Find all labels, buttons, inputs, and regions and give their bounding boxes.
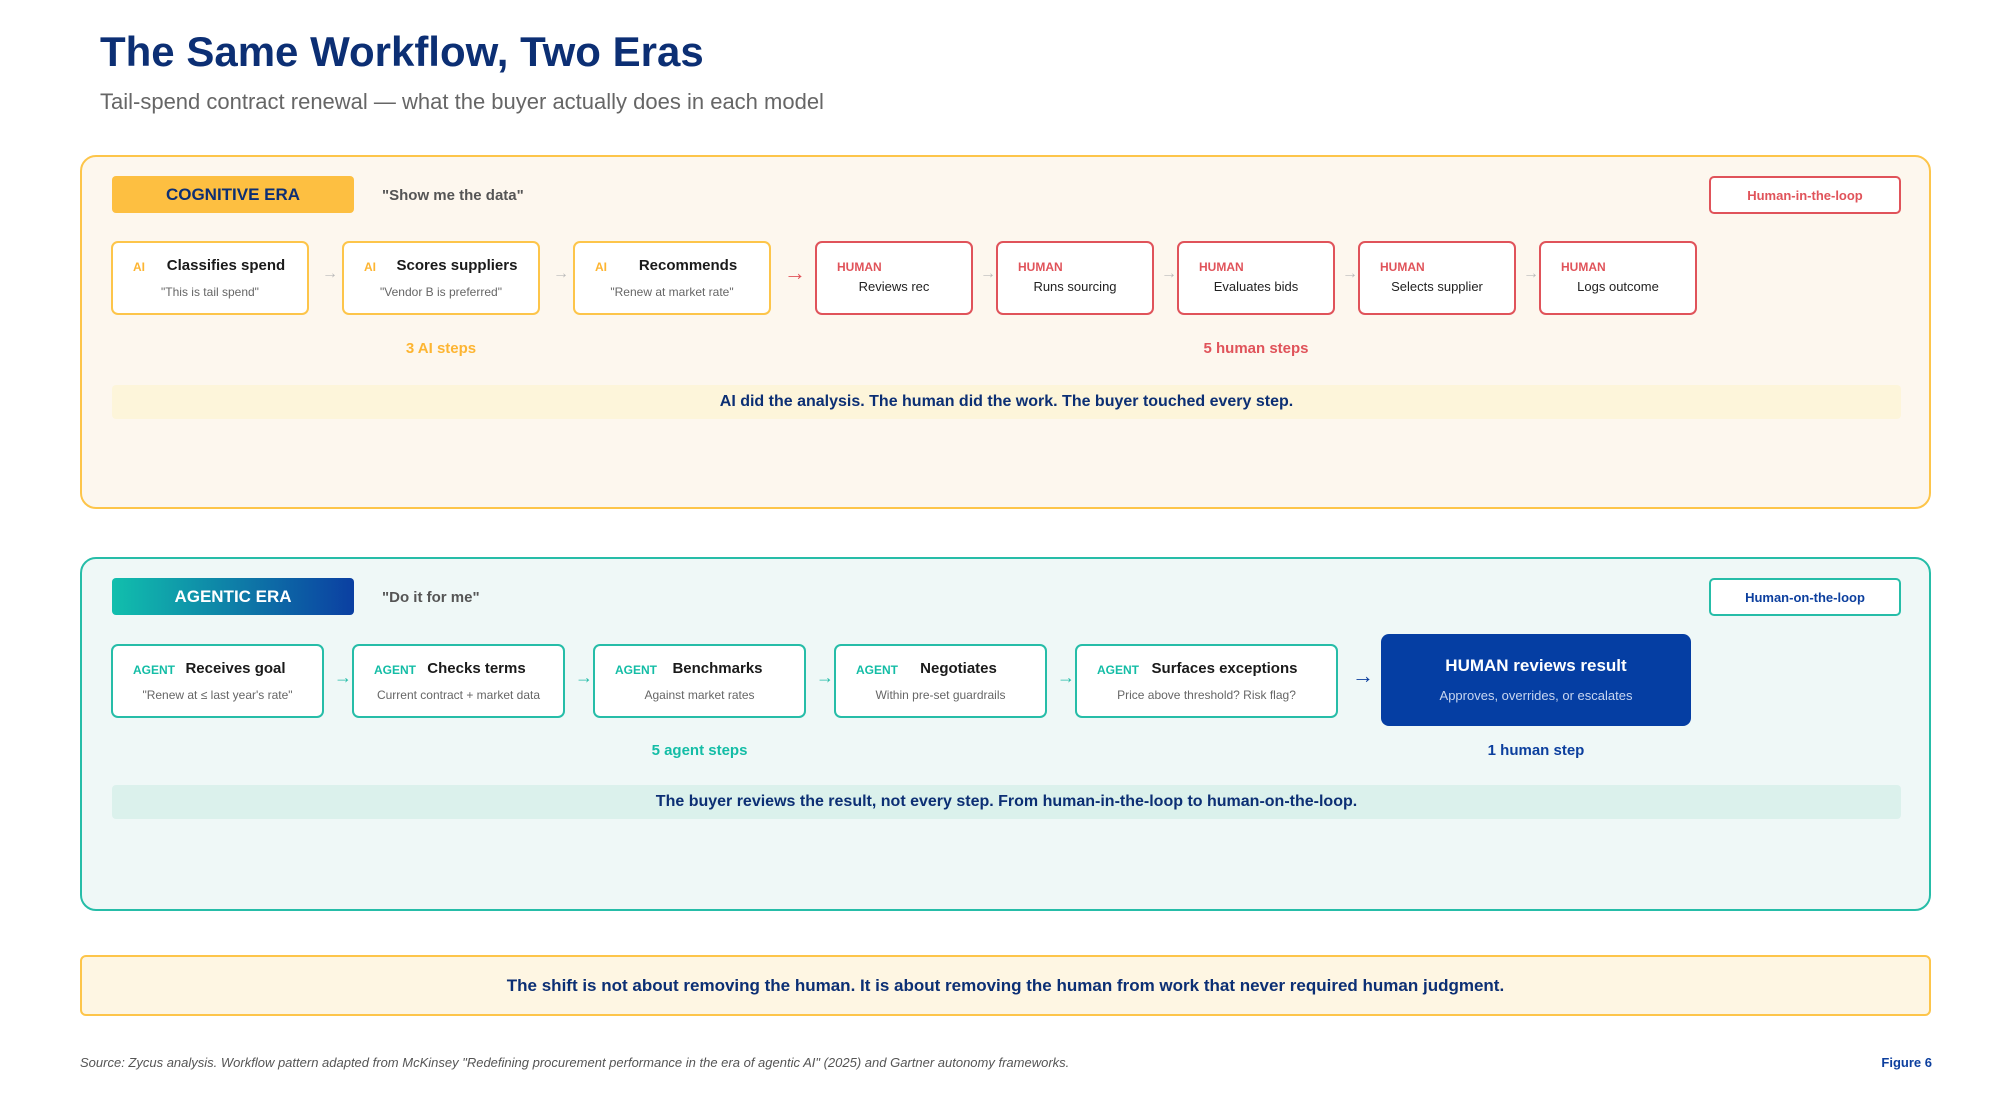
step-tag: AI — [133, 260, 145, 274]
step-tag: AGENT — [374, 663, 416, 677]
human-in-the-loop-tag: Human-in-the-loop — [1709, 176, 1901, 214]
step-surfaces-exceptions — [1075, 644, 1338, 718]
cognitive-era-quote: "Show me the data" — [382, 187, 524, 204]
human-step-count: 1 human step — [1487, 742, 1585, 759]
arrow-icon: → — [322, 265, 338, 282]
page-title: The Same Workflow, Two Eras — [100, 28, 704, 75]
step-evaluates-bids — [1177, 241, 1335, 315]
human-steps-count: 5 human steps — [1203, 340, 1309, 357]
step-detail: Price above threshold? Risk flag? — [1117, 688, 1296, 702]
step-receives-goal — [111, 644, 324, 718]
step-tag: HUMAN — [1380, 260, 1425, 274]
step-name: Scores suppliers — [396, 257, 518, 274]
cognitive-era-badge: COGNITIVE ERA — [112, 176, 354, 213]
step-name: Surfaces exceptions — [1151, 660, 1298, 677]
human-reviews-result-box — [1381, 634, 1691, 726]
step-classifies-spend — [111, 241, 309, 315]
step-detail: Within pre-set guardrails — [875, 688, 1006, 702]
step-name: Runs sourcing — [1033, 279, 1117, 294]
step-name: Negotiates — [920, 660, 997, 677]
step-name: Logs outcome — [1577, 279, 1659, 294]
arrow-icon: → — [816, 667, 834, 687]
arrow-icon: → — [334, 667, 352, 687]
step-runs-sourcing — [996, 241, 1154, 315]
step-tag: AI — [595, 260, 607, 274]
step-benchmarks — [593, 644, 806, 718]
step-scores-suppliers — [342, 241, 540, 315]
agentic-era-quote: "Do it for me" — [382, 589, 480, 606]
arrow-icon: → — [575, 667, 593, 687]
step-tag: AGENT — [856, 663, 898, 677]
step-detail: Current contract + market data — [376, 688, 541, 702]
arrow-icon: → — [1352, 663, 1374, 688]
step-negotiates — [834, 644, 1047, 718]
arrow-icon: → — [980, 265, 996, 282]
source-note: Source: Zycus analysis. Workflow pattern adapted from McKinsey "Redefining procurement performance in the era of agentic AI" (2025) and Gartner autonomy frameworks. — [80, 1055, 1070, 1070]
step-detail: "Renew at market rate" — [610, 285, 734, 299]
arrow-icon: → — [553, 265, 569, 282]
agentic-era-panel — [80, 557, 1931, 911]
cognitive-era-panel — [80, 155, 1931, 509]
step-tag: HUMAN — [1561, 260, 1606, 274]
figure-label: Figure 6 — [1881, 1055, 1932, 1070]
step-tag: HUMAN — [1199, 260, 1244, 274]
arrow-icon: → — [1342, 265, 1358, 282]
step-logs-outcome — [1539, 241, 1697, 315]
step-tag: AGENT — [133, 663, 175, 677]
human-result-subtitle: Approves, overrides, or escalates — [1439, 688, 1633, 703]
step-checks-terms — [352, 644, 565, 718]
arrow-icon: → — [1523, 265, 1539, 282]
step-name: Evaluates bids — [1213, 279, 1299, 294]
agentic-insight-banner: The buyer reviews the result, not every step. From human-in-the-loop to human-on-the-loop. — [112, 785, 1901, 819]
arrow-icon: → — [1057, 667, 1075, 687]
human-result-title: HUMAN reviews result — [1445, 656, 1627, 675]
arrow-icon: → — [784, 260, 806, 285]
step-name: Receives goal — [185, 660, 286, 677]
ai-steps-count: 3 AI steps — [405, 340, 477, 357]
step-name: Checks terms — [427, 660, 526, 677]
step-tag: AGENT — [615, 663, 657, 677]
key-takeaway-callout: The shift is not about removing the human. It is about removing the human from work that never required human judgment. — [80, 955, 1931, 1016]
step-selects-supplier — [1358, 241, 1516, 315]
step-detail: "Vendor B is preferred" — [380, 285, 502, 299]
step-name: Recommends — [638, 257, 738, 274]
step-tag: HUMAN — [1018, 260, 1063, 274]
step-name: Benchmarks — [672, 660, 763, 677]
cognitive-insight-banner: AI did the analysis. The human did the work. The buyer touched every step. — [112, 385, 1901, 419]
step-recommends — [573, 241, 771, 315]
arrow-icon: → — [1161, 265, 1177, 282]
step-detail: Against market rates — [644, 688, 755, 702]
agentic-era-badge: AGENTIC ERA — [112, 578, 354, 615]
step-name: Classifies spend — [166, 257, 286, 274]
step-tag: HUMAN — [837, 260, 882, 274]
step-name: Selects supplier — [1391, 279, 1483, 294]
step-tag: AGENT — [1097, 663, 1139, 677]
human-on-the-loop-tag: Human-on-the-loop — [1709, 578, 1901, 616]
step-name: Reviews rec — [858, 279, 930, 294]
step-detail: "Renew at ≤ last year's rate" — [142, 688, 293, 702]
page-subtitle: Tail-spend contract renewal — what the buyer actually does in each model — [100, 89, 824, 114]
step-detail: "This is tail spend" — [161, 285, 259, 299]
agent-steps-count: 5 agent steps — [651, 742, 748, 759]
step-tag: AI — [364, 260, 376, 274]
step-reviews-rec — [815, 241, 973, 315]
